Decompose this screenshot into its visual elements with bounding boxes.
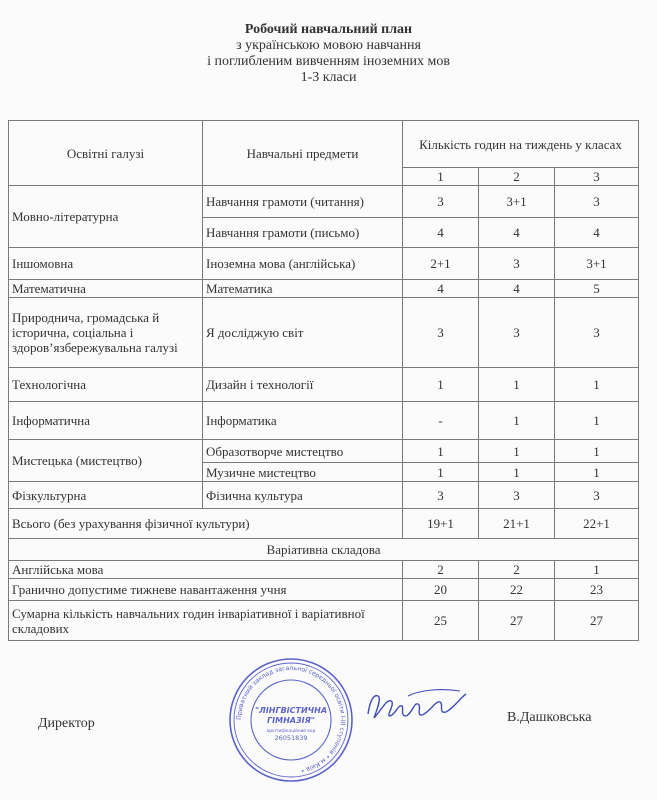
signature: [360, 682, 470, 732]
table-row: [9, 440, 639, 463]
stamp-ring-text: Приватний заклад загальної середньої освіти І-ІІІ ступенів • м.Київ •: [235, 664, 347, 775]
director-name: В.Дашковська: [507, 710, 592, 725]
table-row: [9, 280, 639, 298]
area-cell: Мовно-літературна: [9, 186, 203, 248]
table-row: [9, 561, 639, 579]
value-cell: 1: [555, 561, 639, 579]
table-row: [9, 368, 639, 402]
signature-icon: [360, 682, 470, 732]
table-row: [9, 298, 639, 368]
area-cell: Мистецька (мистецтво): [9, 440, 203, 482]
subject-cell: Іноземна мова (англійська): [203, 248, 403, 280]
subject-cell: Дизайн і технології: [203, 368, 403, 402]
value-cell: 23: [555, 579, 639, 601]
value-cell: 20: [403, 579, 479, 601]
value-cell: 4: [479, 280, 555, 298]
value-cell: 3+1: [555, 248, 639, 280]
value-cell: 1: [555, 440, 639, 463]
value-cell: 1: [403, 368, 479, 402]
value-cell: 4: [403, 218, 479, 248]
table-row: [9, 186, 639, 218]
value-cell: 4: [555, 218, 639, 248]
value-cell: 5: [555, 280, 639, 298]
subject-cell: Музичне мистецтво: [203, 463, 403, 482]
value-cell: 2: [403, 561, 479, 579]
value-cell: 4: [479, 218, 555, 248]
stamp-line-1: "ЛІНГВІСТИЧНА: [254, 706, 328, 715]
value-cell: 3+1: [479, 186, 555, 218]
total-row: [9, 509, 639, 539]
value-cell: 22+1: [555, 509, 639, 539]
document-header: [0, 22, 657, 86]
subject-cell: Образотворче мистецтво: [203, 440, 403, 463]
value-cell: 1: [403, 440, 479, 463]
title-line-1: Робочий навчальний план: [244, 22, 413, 37]
value-cell: 1: [403, 463, 479, 482]
table-row: [9, 601, 639, 641]
area-cell: Іншомовна: [9, 248, 203, 280]
table-row: [9, 402, 639, 440]
value-cell: 2: [479, 561, 555, 579]
variative-title-row: [9, 539, 639, 561]
stamp-line-2: ГІМНАЗІЯ": [267, 716, 315, 725]
value-cell: 27: [555, 601, 639, 641]
value-cell: 1: [479, 440, 555, 463]
value-cell: 1: [479, 368, 555, 402]
value-cell: 3: [479, 248, 555, 280]
value-cell: 3: [403, 298, 479, 368]
official-stamp: [226, 655, 356, 785]
area-cell: Природнича, громадська й історична, соціальна і здоров’язбережувальна галузі: [9, 298, 203, 368]
value-cell: 25: [403, 601, 479, 641]
area-cell: Технологічна: [9, 368, 203, 402]
value-cell: -: [403, 402, 479, 440]
table-row: [9, 248, 639, 280]
value-cell: 3: [555, 298, 639, 368]
title-line-3: і поглибленим вивченням іноземних мов: [207, 54, 450, 69]
stamp-icon: [226, 655, 356, 785]
value-cell: 1: [479, 463, 555, 482]
value-cell: 1: [555, 463, 639, 482]
value-cell: 1: [479, 402, 555, 440]
table-row: [9, 482, 639, 509]
subject-cell: Фізична культура: [203, 482, 403, 509]
variative-label: Гранично допустиме тижневе навантаження учня: [9, 579, 403, 601]
variative-label: Англійська мова: [9, 561, 403, 579]
value-cell: 22: [479, 579, 555, 601]
value-cell: 4: [403, 280, 479, 298]
subject-cell: Математика: [203, 280, 403, 298]
subject-cell: Навчання грамоти (читання): [203, 186, 403, 218]
director-label: Директор: [38, 716, 95, 731]
subject-cell: Навчання грамоти (письмо): [203, 218, 403, 248]
variative-title: Варіативна складова: [9, 539, 639, 561]
value-cell: 3: [555, 186, 639, 218]
value-cell: 3: [403, 482, 479, 509]
total-label: Всього (без урахування фізичної культури): [9, 509, 403, 539]
header-areas: Освітні галузі: [9, 121, 203, 186]
value-cell: 19+1: [403, 509, 479, 539]
value-cell: 27: [479, 601, 555, 641]
area-cell: Фізкультурна: [9, 482, 203, 509]
value-cell: 2+1: [403, 248, 479, 280]
title-line-4: 1-3 класи: [300, 70, 357, 85]
grade-3-header: 3: [555, 168, 639, 186]
value-cell: 3: [479, 482, 555, 509]
header-hours: Кількість годин на тиждень у класах: [403, 121, 639, 168]
value-cell: 3: [555, 482, 639, 509]
header-subjects: Навчальні предмети: [203, 121, 403, 186]
title-line-2: з українською мовою навчання: [236, 38, 421, 53]
table-row: [9, 579, 639, 601]
subject-cell: Я досліджую світ: [203, 298, 403, 368]
area-cell: Математична: [9, 280, 203, 298]
grade-2-header: 2: [479, 168, 555, 186]
value-cell: 1: [555, 402, 639, 440]
value-cell: 21+1: [479, 509, 555, 539]
area-cell: Інформатична: [9, 402, 203, 440]
variative-label: Сумарна кількість навчальних годин інваріативної і варіативної складових: [9, 601, 403, 641]
stamp-code: 26051839: [274, 734, 308, 742]
value-cell: 3: [479, 298, 555, 368]
curriculum-table: [8, 120, 639, 641]
subject-cell: Інформатика: [203, 402, 403, 440]
value-cell: 3: [403, 186, 479, 218]
stamp-code-label: Ідентифікаційний код: [266, 728, 316, 733]
value-cell: 1: [555, 368, 639, 402]
grade-1-header: 1: [403, 168, 479, 186]
